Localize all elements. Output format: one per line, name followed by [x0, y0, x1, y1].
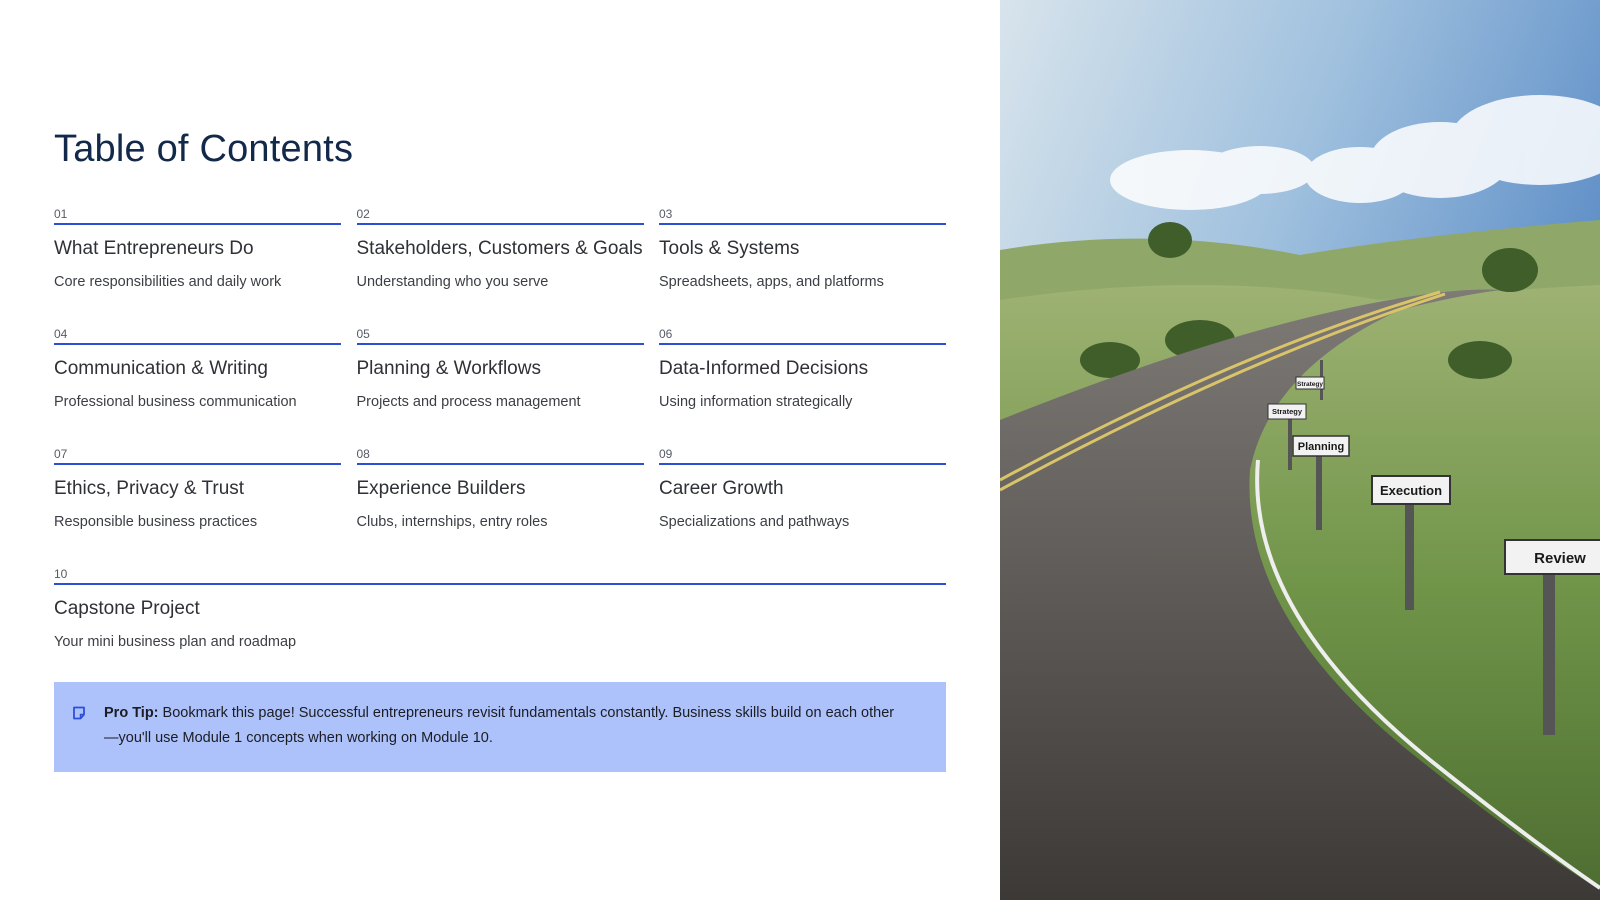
- module-description: Projects and process management: [356, 394, 581, 410]
- module-item-04[interactable]: [54, 326, 341, 446]
- module-grid: [54, 206, 946, 686]
- sign-text: Planning: [1297, 441, 1345, 453]
- module-title: Stakeholders, Customers & Goals: [356, 238, 643, 259]
- module-description: Responsible business practices: [54, 514, 258, 530]
- hero-image: [1000, 0, 1600, 900]
- module-number: 08: [357, 446, 644, 465]
- module-description: Using information strategically: [659, 394, 853, 410]
- module-title: Experience Builders: [356, 478, 526, 499]
- module-number: 06: [659, 326, 946, 345]
- module-description: Specializations and pathways: [659, 514, 850, 530]
- sign-text: Review: [1534, 550, 1586, 567]
- page-title: Table of Contents: [54, 128, 354, 170]
- sign-text: Strategy: [1271, 407, 1303, 416]
- module-title: What Entrepreneurs Do: [54, 238, 254, 259]
- module-title: Tools & Systems: [659, 238, 800, 259]
- module-number: 09: [659, 446, 946, 465]
- module-title: Data-Informed Decisions: [659, 358, 869, 379]
- module-description: Professional business communication: [54, 394, 297, 410]
- module-description: Core responsibilities and daily work: [54, 274, 282, 290]
- sign-text: Execution: [1379, 483, 1443, 498]
- road-landscape-illustration: [1000, 0, 1600, 900]
- module-item-06[interactable]: [659, 326, 946, 446]
- module-item-07[interactable]: [54, 446, 341, 566]
- pro-tip-callout: [54, 682, 946, 772]
- module-title: Planning & Workflows: [356, 358, 541, 379]
- module-title: Capstone Project: [54, 598, 200, 619]
- module-number: 02: [357, 206, 644, 225]
- module-number: 04: [54, 326, 341, 345]
- module-description: Your mini business plan and roadmap: [54, 634, 297, 650]
- module-item-05[interactable]: [357, 326, 644, 446]
- note-icon: [72, 706, 86, 720]
- module-item-01[interactable]: [54, 206, 341, 326]
- pro-tip-text: Bookmark this page! Successful entrepreneurs revisit fundamentals constantly. Business skills build on each other—you'll use Module 1 concepts when working on Module 10.: [104, 705, 895, 746]
- module-description: Understanding who you serve: [356, 274, 549, 290]
- pro-tip-label: Pro Tip:: [104, 705, 159, 721]
- module-number: 03: [659, 206, 946, 225]
- module-description: Clubs, internships, entry roles: [356, 514, 548, 530]
- module-number: 05: [357, 326, 644, 345]
- module-item-03[interactable]: [659, 206, 946, 326]
- module-item-02[interactable]: [357, 206, 644, 326]
- module-title: Communication & Writing: [54, 358, 269, 379]
- module-title: Ethics, Privacy & Trust: [54, 478, 245, 499]
- sign-text: Strategy: [1296, 381, 1324, 388]
- module-item-10[interactable]: [54, 566, 946, 686]
- module-title: Career Growth: [659, 478, 784, 499]
- module-item-09[interactable]: [659, 446, 946, 566]
- module-number: 01: [54, 206, 341, 225]
- module-description: Spreadsheets, apps, and platforms: [659, 274, 884, 290]
- module-item-08[interactable]: [357, 446, 644, 566]
- module-number: 07: [54, 446, 341, 465]
- module-number: 10: [54, 566, 946, 585]
